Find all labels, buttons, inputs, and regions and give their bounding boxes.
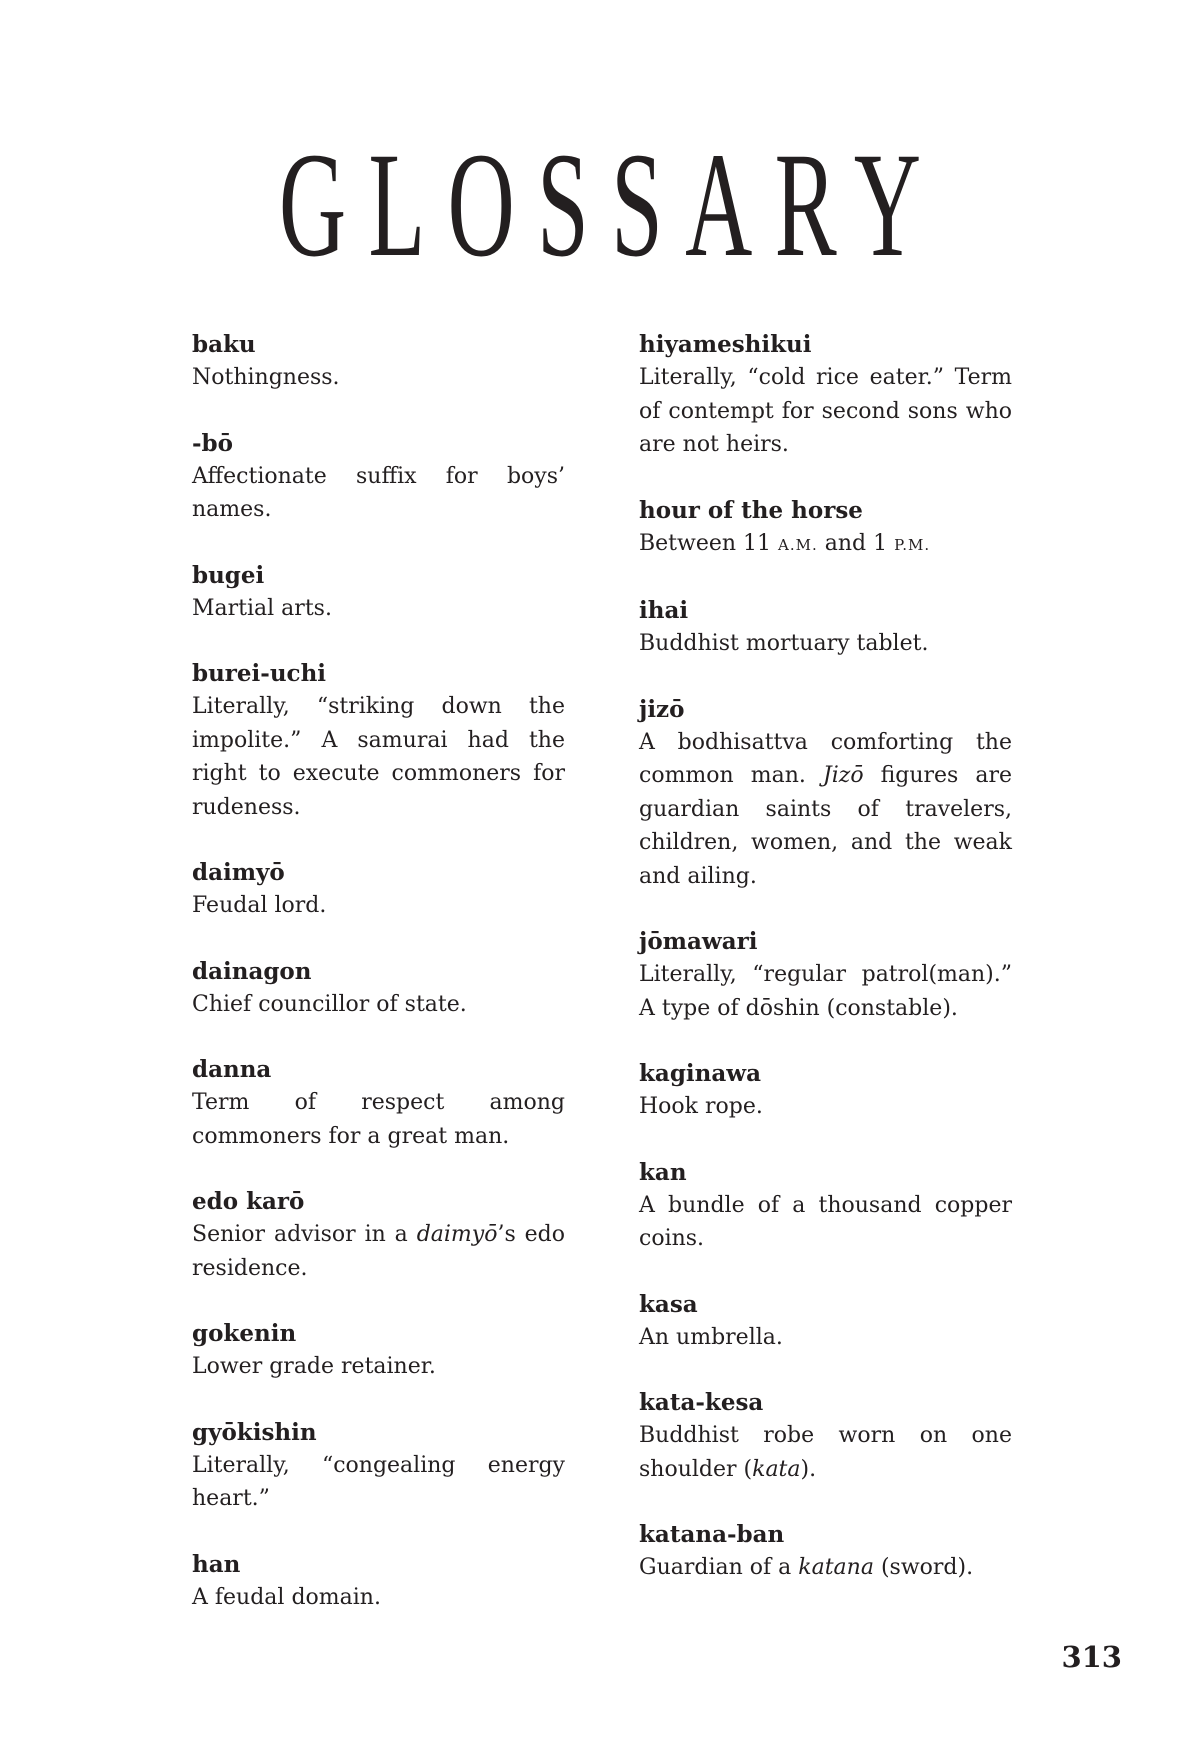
page-number: 313 — [1061, 1640, 1122, 1674]
definition-italic-text: kata — [752, 1456, 801, 1482]
glossary-column-left — [192, 328, 565, 1646]
glossary-entry — [192, 1317, 565, 1384]
definition-text: Buddhist robe worn on one shoulder ( — [639, 1423, 1012, 1482]
glossary-definition: Martial arts. — [192, 595, 332, 621]
glossary-entry — [192, 955, 565, 1022]
glossary-term: gokenin — [192, 1320, 297, 1347]
glossary-entry — [639, 1057, 1012, 1124]
glossary-definition — [192, 1218, 565, 1285]
glossary-definition: Term of respect among commoners for a great man. — [192, 1090, 565, 1149]
glossary-term: jōmawari — [639, 928, 758, 955]
definition-text: figures are guardian saints of travelers, children, women, and the weak and ailing. — [639, 763, 1012, 889]
glossary-definition: Buddhist mortuary tablet. — [639, 631, 929, 656]
glossary-column-right — [639, 328, 1012, 1617]
glossary-entry — [639, 328, 1012, 462]
glossary-term: bugei — [192, 561, 265, 589]
glossary-term: dainagon — [192, 957, 312, 985]
glossary-entry — [192, 1053, 565, 1153]
glossary-term: kaginawa — [639, 1060, 761, 1087]
glossary-definition: Feudal lord. — [192, 893, 327, 918]
glossary-entry — [639, 1386, 1012, 1486]
glossary-definition — [639, 527, 1012, 563]
glossary-term: gyōkishin — [192, 1418, 317, 1446]
definition-text: (sword). — [873, 1555, 974, 1580]
glossary-entry — [192, 657, 565, 824]
glossary-term: edo karō — [192, 1188, 305, 1215]
definition-text: ). — [800, 1456, 817, 1482]
glossary-entry — [639, 594, 1012, 661]
glossary-term: -bō — [192, 429, 233, 457]
definition-italic-text: katana — [798, 1555, 874, 1580]
glossary-entry — [192, 1416, 565, 1516]
glossary-definition: Affectionate suffix for boys’ names. — [192, 463, 565, 522]
glossary-entry — [639, 1518, 1012, 1585]
glossary-term: baku — [192, 331, 256, 358]
glossary-entry — [639, 1288, 1012, 1355]
glossary-term: kan — [639, 1158, 687, 1186]
definition-italic-text: Jizō — [822, 763, 864, 788]
definition-text: ’s edo residence. — [192, 1222, 565, 1281]
glossary-definition: Hook rope. — [639, 1094, 763, 1119]
glossary-entry — [192, 559, 565, 626]
glossary-definition: Literally, “congealing energy heart.” — [192, 1452, 565, 1511]
glossary-entry — [192, 328, 565, 395]
glossary-term: burei-uchi — [192, 660, 327, 687]
glossary-entry — [639, 925, 1012, 1025]
glossary-definition: Nothingness. — [192, 365, 340, 390]
definition-smallcaps-text: A.M. — [778, 535, 818, 554]
glossary-definition — [639, 1551, 1012, 1585]
glossary-entry — [192, 1548, 565, 1615]
glossary-definition: Lower grade retainer. — [192, 1354, 436, 1379]
glossary-term: kata-kesa — [639, 1389, 764, 1416]
glossary-definition: A bundle of a thousand copper coins. — [639, 1192, 1012, 1251]
glossary-entry — [639, 693, 1012, 894]
glossary-entry — [639, 494, 1012, 563]
definition-text: Guardian of a — [639, 1555, 799, 1580]
glossary-definition: Literally, “cold rice eater.” Term of contempt for second sons who are not heirs. — [639, 365, 1012, 457]
glossary-term: han — [192, 1550, 241, 1578]
glossary-definition: Literally, “striking down the impolite.” A samurai had the right to execute commoners for rudeness. — [192, 694, 565, 820]
glossary-definition: Literally, “regular patrol(man).” A type of dōshin (constable). — [639, 962, 1012, 1021]
page-title: GLOSSARY — [278, 122, 944, 288]
glossary-definition: An umbrella. — [639, 1324, 783, 1350]
glossary-entry — [639, 1156, 1012, 1256]
glossary-term: ihai — [639, 597, 689, 624]
glossary-term: jizō — [639, 695, 685, 723]
definition-text: Between 11 — [639, 530, 779, 556]
glossary-term: kasa — [639, 1290, 698, 1318]
definition-text: and 1 — [817, 530, 895, 556]
glossary-term: katana-ban — [639, 1521, 785, 1548]
glossary-entry — [192, 1185, 565, 1285]
glossary-entry — [192, 427, 565, 527]
glossary-term: daimyō — [192, 859, 285, 886]
definition-smallcaps-text: P.M. — [894, 535, 931, 554]
definition-text: A bodhisattva comforting the common man. — [639, 729, 1012, 788]
glossary-definition — [639, 726, 1012, 894]
glossary-entry — [192, 856, 565, 923]
definition-text: Senior advisor in a — [192, 1222, 417, 1247]
glossary-term: hiyameshikui — [639, 331, 812, 358]
glossary-term: hour of the horse — [639, 496, 863, 524]
definition-italic-text: daimyō — [416, 1222, 498, 1247]
glossary-definition — [639, 1419, 1012, 1486]
glossary-definition: A feudal domain. — [192, 1584, 381, 1610]
glossary-definition: Chief councillor of state. — [192, 991, 467, 1017]
glossary-term: danna — [192, 1056, 272, 1083]
